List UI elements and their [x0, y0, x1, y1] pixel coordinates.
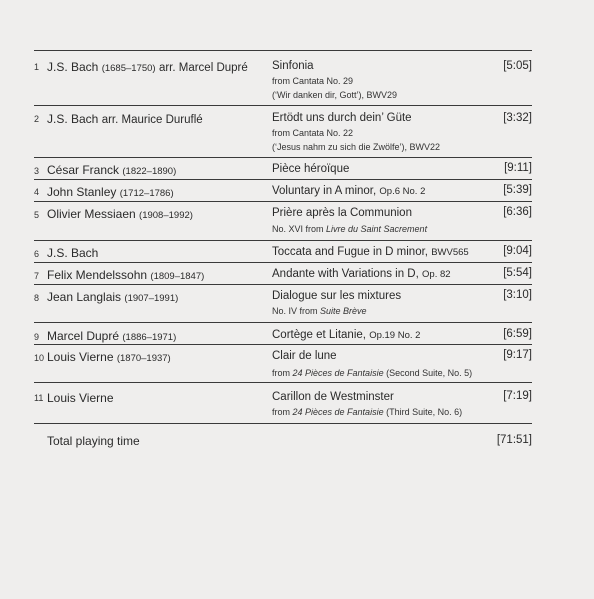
- composer-name: Felix Mendelssohn: [47, 268, 148, 282]
- composer: [47, 391, 114, 405]
- total-playing-time: [71:51]: [496, 434, 532, 446]
- subtitle-text: No. IV from: [272, 306, 321, 316]
- composer-dates: (1886–1971): [122, 332, 177, 343]
- composer-dates: (1870–1937): [116, 353, 171, 364]
- duration: [5:54]: [503, 267, 532, 279]
- track-number: 10: [34, 353, 45, 363]
- work-subtitle: (‘Wir danken dir, Gott’), BWV29: [272, 90, 398, 100]
- duration: [7:19]: [503, 390, 532, 402]
- work-title-main: Voluntary in A minor,: [272, 185, 377, 197]
- composer-name: Jean Langlais: [47, 290, 122, 304]
- track-number: 3: [34, 166, 40, 176]
- duration: [5:39]: [503, 184, 532, 196]
- composer-name: J.S. Bach: [47, 112, 99, 126]
- track-row: [34, 179, 532, 202]
- work-subtitle: [272, 224, 427, 234]
- track-row: [34, 105, 532, 158]
- work-title: Sinfonia: [272, 60, 314, 72]
- total-playing-time-label: Total playing time: [47, 434, 140, 448]
- track-row: [34, 50, 532, 106]
- work-subtitle: [272, 306, 367, 316]
- composer: [47, 185, 174, 199]
- composer-dates: (1822–1890): [122, 166, 177, 177]
- duration: [9:17]: [503, 349, 532, 361]
- composer-name: J.S. Bach: [47, 246, 99, 260]
- duration: [9:11]: [504, 162, 532, 174]
- track-number: 9: [34, 332, 40, 342]
- subtitle-text: (Second Suite, No. 5): [383, 368, 473, 378]
- track-row: [34, 382, 532, 424]
- composer: [47, 112, 203, 126]
- work-title: Ertödt uns durch dein’ Güte: [272, 112, 412, 124]
- composer: [47, 163, 176, 177]
- track-number: 11: [34, 393, 44, 403]
- work-subtitle: from Cantata No. 29: [272, 76, 354, 86]
- subtitle-text: from: [272, 407, 293, 417]
- composer: [47, 268, 204, 282]
- work-catalogue: BWV565: [431, 247, 469, 258]
- subtitle-italic: 24 Pièces de Fantaisie: [292, 407, 384, 417]
- composer-name: César Franck: [47, 163, 120, 177]
- work-subtitle: (‘Jesus nahm zu sich die Zwölfe’), BWV22: [272, 142, 441, 152]
- composer-name: John Stanley: [47, 185, 117, 199]
- duration: [3:32]: [503, 112, 532, 124]
- subtitle-text: from: [272, 368, 293, 378]
- work-title: [272, 185, 425, 197]
- track-row: [34, 322, 532, 345]
- work-title: [272, 329, 420, 341]
- track-number: 7: [34, 271, 40, 281]
- composer: [47, 329, 176, 343]
- subtitle-italic: Suite Brève: [320, 306, 367, 316]
- track-number: 5: [34, 210, 40, 220]
- composer: [47, 350, 171, 364]
- composer: [47, 290, 178, 304]
- composer: [47, 60, 248, 74]
- duration: [6:59]: [503, 328, 532, 340]
- work-title: Clair de lune: [272, 350, 337, 362]
- composer-name: J.S. Bach: [47, 60, 99, 74]
- work-catalogue: Op.6 No. 2: [379, 186, 426, 197]
- composer-dates: (1712–1786): [119, 188, 174, 199]
- track-number: 2: [34, 114, 40, 124]
- track-row: [34, 262, 532, 285]
- track-row: [34, 201, 532, 241]
- track-row: [34, 284, 532, 323]
- subtitle-text: (Third Suite, No. 6): [383, 407, 463, 417]
- track-row: [34, 240, 532, 263]
- composer: [47, 207, 193, 221]
- composer: [47, 246, 98, 260]
- work-title-main: Andante with Variations in D,: [272, 268, 419, 280]
- composer-dates: (1809–1847): [150, 271, 205, 282]
- track-number: 4: [34, 187, 40, 197]
- arranger: arr. Maurice Duruflé: [101, 114, 203, 126]
- track-row: [34, 344, 532, 383]
- work-title: Carillon de Westminster: [272, 391, 394, 403]
- track-number: 8: [34, 293, 40, 303]
- subtitle-text: No. XVI from: [272, 224, 327, 234]
- track-number: 6: [34, 249, 40, 259]
- composer-dates: (1907–1991): [124, 293, 179, 304]
- track-number: 1: [34, 62, 40, 72]
- duration: [6:36]: [503, 206, 532, 218]
- work-title: [272, 246, 469, 258]
- composer-dates: (1685–1750): [101, 63, 156, 74]
- arranger: arr. Marcel Dupré: [158, 62, 248, 74]
- work-subtitle: [272, 368, 472, 378]
- composer-name: Marcel Dupré: [47, 329, 120, 343]
- work-title: Pièce héroïque: [272, 163, 350, 175]
- work-subtitle: from Cantata No. 22: [272, 128, 354, 138]
- track-row: [34, 157, 532, 180]
- composer-name: Olivier Messiaen: [47, 207, 136, 221]
- work-title-main: Toccata and Fugue in D minor,: [272, 246, 428, 258]
- subtitle-italic: 24 Pièces de Fantaisie: [292, 368, 384, 378]
- work-title: [272, 268, 451, 280]
- work-title: Dialogue sur les mixtures: [272, 290, 402, 302]
- work-title: Prière après la Communion: [272, 207, 412, 219]
- work-subtitle: [272, 407, 462, 417]
- composer-dates: (1908–1992): [139, 210, 193, 221]
- duration: [3:10]: [503, 289, 532, 301]
- subtitle-italic: Livre du Saint Sacrement: [326, 224, 428, 234]
- duration: [5:05]: [503, 60, 532, 72]
- work-catalogue: Op.19 No. 2: [369, 330, 421, 341]
- composer-name: Louis Vierne: [47, 391, 114, 405]
- duration: [9:04]: [503, 245, 532, 257]
- work-title-main: Cortège et Litanie,: [272, 329, 366, 341]
- composer-name: Louis Vierne: [47, 350, 114, 364]
- work-catalogue: Op. 82: [422, 269, 451, 280]
